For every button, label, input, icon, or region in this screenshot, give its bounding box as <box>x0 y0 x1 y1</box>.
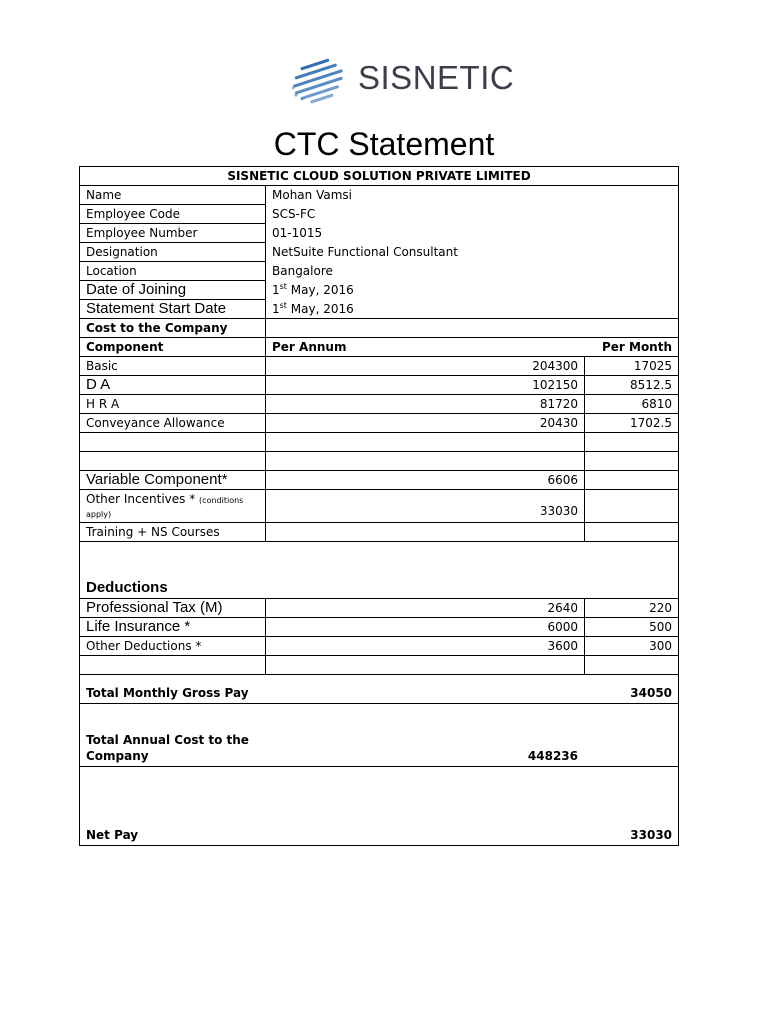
ctc-component-annum: 102150 <box>266 376 585 395</box>
deductions-section-label: Deductions <box>80 542 679 599</box>
name-label: Name <box>80 186 266 205</box>
location-label: Location <box>80 262 266 281</box>
employee-code-label: Employee Code <box>80 205 266 224</box>
globe-icon <box>290 55 354 105</box>
annual-ctc-row: Total Annual Cost to the Company 448236 <box>80 704 679 767</box>
ctc-component-name: Basic <box>80 357 266 376</box>
employee-number-value: 01-1015 <box>266 224 679 243</box>
designation-value: NetSuite Functional Consultant <box>266 243 679 262</box>
deduction-row <box>80 618 679 637</box>
ctc-component-row <box>80 414 679 433</box>
ctc-component-month: 8512.5 <box>585 376 679 395</box>
employee-number-label: Employee Number <box>80 224 266 243</box>
ctc-component-name: D A <box>80 376 266 395</box>
employee-code-value: SCS-FC <box>266 205 679 224</box>
ctc-component-annum: 204300 <box>266 357 585 376</box>
deduction-name: Life Insurance * <box>80 618 266 637</box>
name-value: Mohan Vamsi <box>266 186 679 205</box>
ctc-component-row <box>80 376 679 395</box>
ctc-component-name: Conveyance Allowance <box>80 414 266 433</box>
ctc-component-month: 17025 <box>585 357 679 376</box>
ssd-label: Statement Start Date <box>80 300 266 319</box>
company-name: SISNETIC CLOUD SOLUTION PRIVATE LIMITED <box>80 167 679 186</box>
ctc-component-annum: 20430 <box>266 414 585 433</box>
deduction-annum: 2640 <box>266 599 585 618</box>
ctc-component-month: 1702.5 <box>585 414 679 433</box>
deduction-month: 220 <box>585 599 679 618</box>
doj-label: Date of Joining <box>80 281 266 300</box>
location-value: Bangalore <box>266 262 679 281</box>
deduction-name: Other Deductions * <box>80 637 266 656</box>
logo-text: SISNETIC <box>358 59 515 96</box>
ssd-value: 1st May, 2016 <box>266 300 679 319</box>
deduction-row <box>80 599 679 618</box>
monthly-gross-row: Total Monthly Gross Pay 34050 <box>80 675 679 704</box>
ctc-component-month: 6810 <box>585 395 679 414</box>
doj-value: 1st May, 2016 <box>266 281 679 300</box>
deduction-row <box>80 637 679 656</box>
ctc-table <box>79 166 679 846</box>
ctc-component-annum: 81720 <box>266 395 585 414</box>
page-title: CTC Statement <box>273 126 495 162</box>
ctc-component-row <box>80 395 679 414</box>
training-label: Training + NS Courses <box>80 523 266 542</box>
sisnetic-logo <box>290 55 515 105</box>
incentives-label: Other Incentives * (conditions apply) <box>80 490 266 523</box>
deduction-annum: 3600 <box>266 637 585 656</box>
ctc-component-name: H R A <box>80 395 266 414</box>
deduction-month: 500 <box>585 618 679 637</box>
variable-annum: 6606 <box>266 471 585 490</box>
col-component: Component <box>80 338 266 357</box>
ctc-component-row <box>80 357 679 376</box>
ctc-section-label: Cost to the Company <box>80 319 266 338</box>
deduction-month: 300 <box>585 637 679 656</box>
col-headers: Per Annum Per Month <box>266 338 679 357</box>
incentives-annum: 33030 <box>266 490 585 523</box>
deduction-annum: 6000 <box>266 618 585 637</box>
designation-label: Designation <box>80 243 266 262</box>
deduction-name: Professional Tax (M) <box>80 599 266 618</box>
net-pay-row: Net Pay 33030 <box>80 767 679 846</box>
variable-label: Variable Component* <box>80 471 266 490</box>
